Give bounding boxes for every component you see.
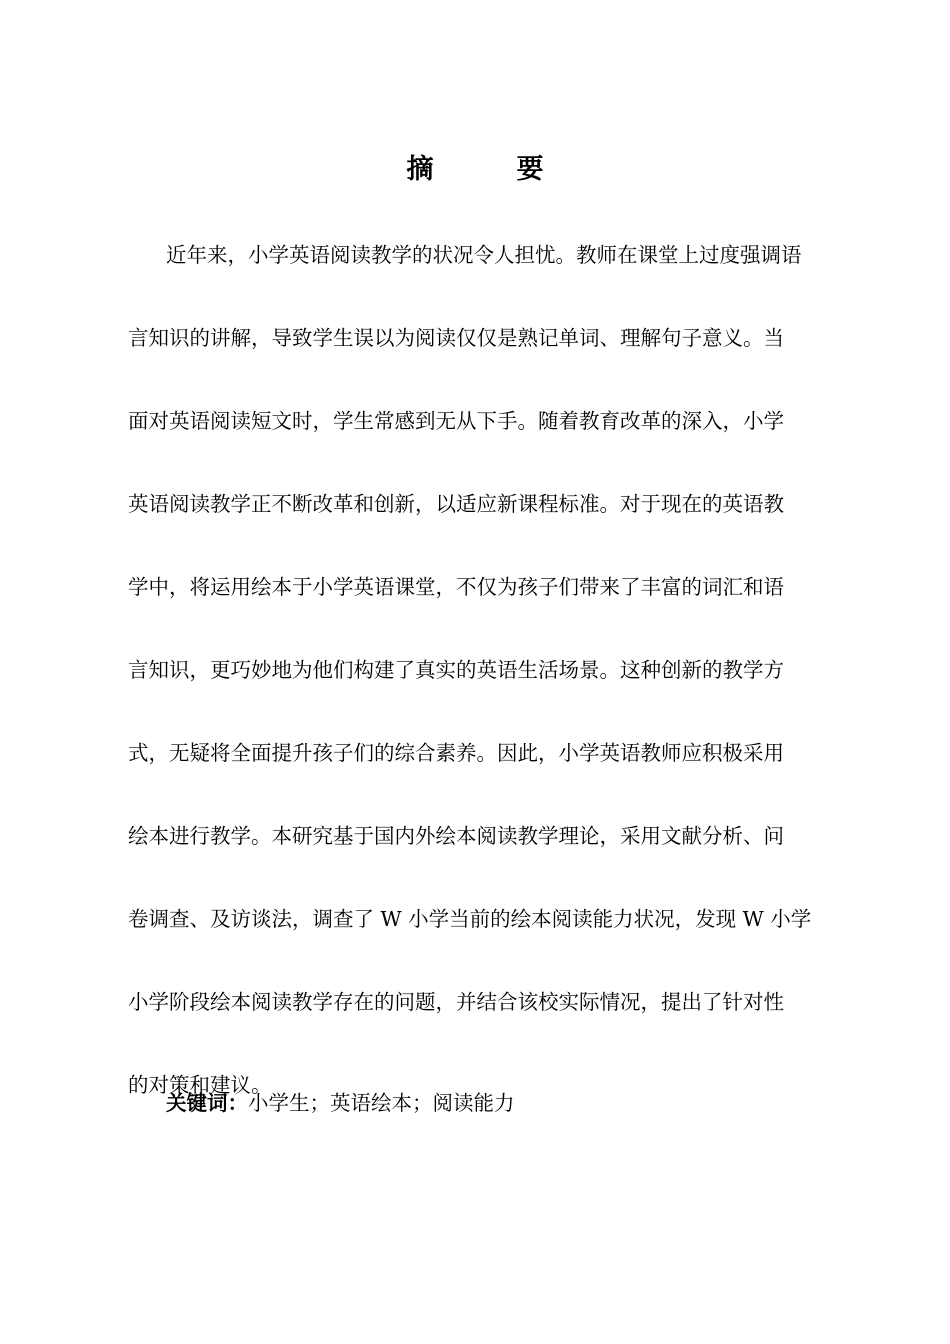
- abstract-line: 言知识，更巧妙地为他们构建了真实的英语生活场景。这种创新的教学方: [128, 658, 784, 682]
- abstract-line: 英语阅读教学正不断改革和创新，以适应新课程标准。对于现在的英语教: [128, 492, 784, 516]
- abstract-line: 面对英语阅读短文时，学生常感到无从下手。随着教育改革的深入，小学: [128, 409, 784, 433]
- abstract-line: 近年来，小学英语阅读教学的状况令人担忧。教师在课堂上过度强调语: [166, 243, 802, 267]
- abstract-line: 言知识的讲解，导致学生误以为阅读仅仅是熟记单词、理解句子意义。当: [128, 326, 784, 350]
- abstract-body: [128, 236, 860, 1149]
- keywords-line: [166, 1084, 515, 1122]
- keywords-label: 关键词：: [166, 1091, 248, 1115]
- abstract-line: 的对策和建议。: [128, 1073, 272, 1097]
- abstract-line: 式，无疑将全面提升孩子们的综合素养。因此，小学英语教师应积极采用: [128, 741, 784, 765]
- abstract-line: 卷调查、及访谈法，调查了 W 小学当前的绘本阅读能力状况，发现 W 小学: [128, 907, 812, 931]
- abstract-line: 学中，将运用绘本于小学英语课堂，不仅为孩子们带来了丰富的词汇和语: [128, 575, 784, 599]
- keywords-value: 小学生；英语绘本；阅读能力: [248, 1091, 515, 1115]
- abstract-line: 小学阶段绘本阅读教学存在的问题，并结合该校实际情况，提出了针对性: [128, 990, 784, 1014]
- abstract-title: 摘 要: [406, 154, 572, 185]
- abstract-line: 绘本进行教学。本研究基于国内外绘本阅读教学理论，采用文献分析、问: [128, 824, 784, 848]
